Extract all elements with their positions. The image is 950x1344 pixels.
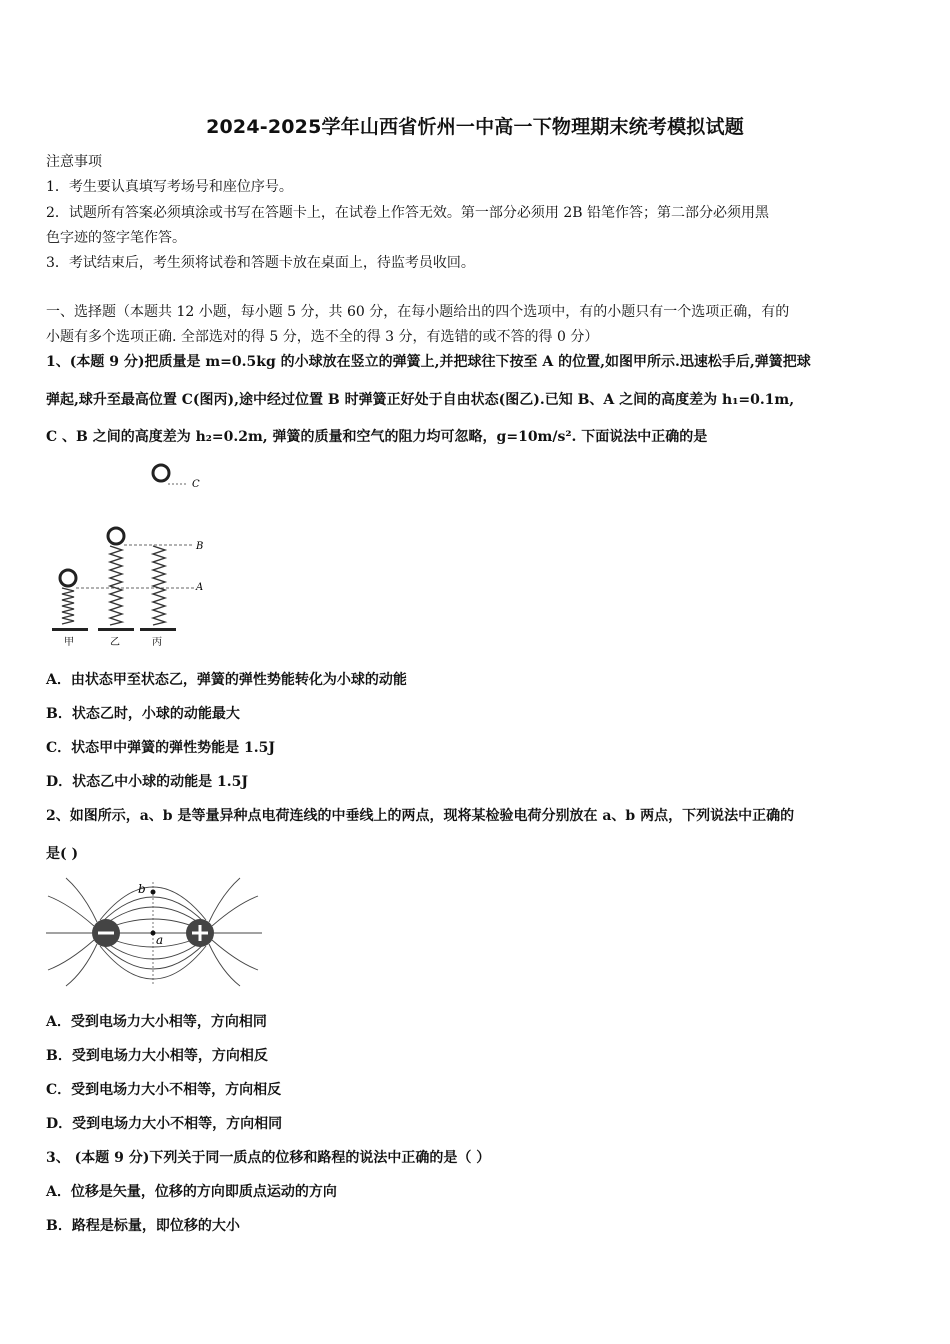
ball-c [153, 465, 169, 481]
spring-jia [62, 588, 74, 624]
q2-dipole-figure [44, 874, 266, 988]
q3-option[interactable]: B．路程是标量，即位移的大小 [46, 1218, 240, 1234]
q1-option[interactable]: C．状态甲中弹簧的弹性势能是 1.5J [46, 740, 275, 756]
spring-yi [110, 546, 122, 625]
label-yi: 乙 [110, 637, 120, 648]
q2-option[interactable]: C．受到电场力大小不相等，方向相反 [46, 1082, 282, 1098]
q1-stem-line: 弹起,球升至最高位置 C(图丙),途中经过位置 B 时弹簧正好处于自由状态(图乙).已知 B、A 之间的高度差为 h₁=0.1m, [46, 392, 795, 408]
ball-yi [108, 528, 124, 544]
notice-item: 色字迹的签字笔作答。 [46, 230, 186, 246]
q1-option[interactable]: B．状态乙时，小球的动能最大 [46, 706, 240, 722]
q2-option[interactable]: B．受到电场力大小相等，方向相反 [46, 1048, 268, 1064]
field-line [212, 896, 258, 926]
q1-spring-figure [48, 458, 218, 652]
notice-heading: 注意事项 [46, 154, 102, 170]
q1-option[interactable]: D．状态乙中小球的动能是 1.5J [46, 774, 248, 790]
base-jia [52, 628, 88, 631]
q2-stem-line: 2、如图所示，a、b 是等量异种点电荷连线的中垂线上的两点，现将某检验电荷分别放在 a、b 两点，下列说法中正确的 [46, 808, 795, 824]
label-b: B [196, 541, 204, 552]
section-heading-line: 一、选择题（本题共 12 小题，每小题 5 分，共 60 分，在每小题给出的四个选项中，有的小题只有一个选项正确，有的 [46, 304, 790, 320]
q3-option[interactable]: A．位移是矢量，位移的方向即质点运动的方向 [46, 1184, 337, 1200]
base-bing [140, 628, 176, 631]
notice-item: 1．考生要认真填写考场号和座位序号。 [46, 179, 293, 195]
label-b: b [138, 882, 146, 896]
q1-option[interactable]: A．由状态甲至状态乙，弹簧的弹性势能转化为小球的动能 [46, 672, 407, 688]
q2-option[interactable]: A．受到电场力大小相等，方向相同 [46, 1014, 267, 1030]
field-line [48, 940, 94, 970]
q2-stem-line: 是( ) [46, 846, 79, 862]
q3-stem-line: 3、 (本题 9 分)下列关于同一质点的位移和路程的说法中正确的是（ ） [46, 1150, 491, 1166]
point-b [151, 890, 156, 895]
label-a: A [196, 582, 204, 593]
page-title: 2024-2025学年山西省忻州一中高一下物理期末统考模拟试题 [206, 116, 744, 138]
label-a: a [156, 933, 164, 947]
ball-jia [60, 570, 76, 586]
field-line [212, 940, 258, 970]
spring-bing [153, 546, 165, 625]
label-c: C [192, 479, 200, 490]
q2-option[interactable]: D．受到电场力大小不相等，方向相同 [46, 1116, 283, 1132]
label-bing: 丙 [152, 637, 162, 648]
base-yi [98, 628, 134, 631]
point-a [151, 931, 156, 936]
section-heading-line: 小题有多个选项正确. 全部选对的得 5 分，选不全的得 3 分，有选错的或不答的得 0 分） [46, 329, 599, 345]
q1-stem-line: 1、(本题 9 分)把质量是 m=0.5kg 的小球放在竖立的弹簧上,并把球往下按至 A 的位置,如图甲所示.迅速松手后,弹簧把球 [46, 354, 811, 370]
q1-stem-line: C 、B 之间的高度差为 h₂=0.2m, 弹簧的质量和空气的阻力均可忽略，g=10m/s². 下面说法中正确的是 [46, 429, 708, 445]
notice-item: 3．考试结束后，考生须将试卷和答题卡放在桌面上，待监考员收回。 [46, 255, 475, 271]
label-jia: 甲 [64, 637, 74, 648]
field-line [48, 896, 94, 926]
notice-item: 2．试题所有答案必须填涂或书写在答题卡上，在试卷上作答无效。第一部分必须用 2B 铅笔作答；第二部分必须用黑 [46, 205, 769, 221]
